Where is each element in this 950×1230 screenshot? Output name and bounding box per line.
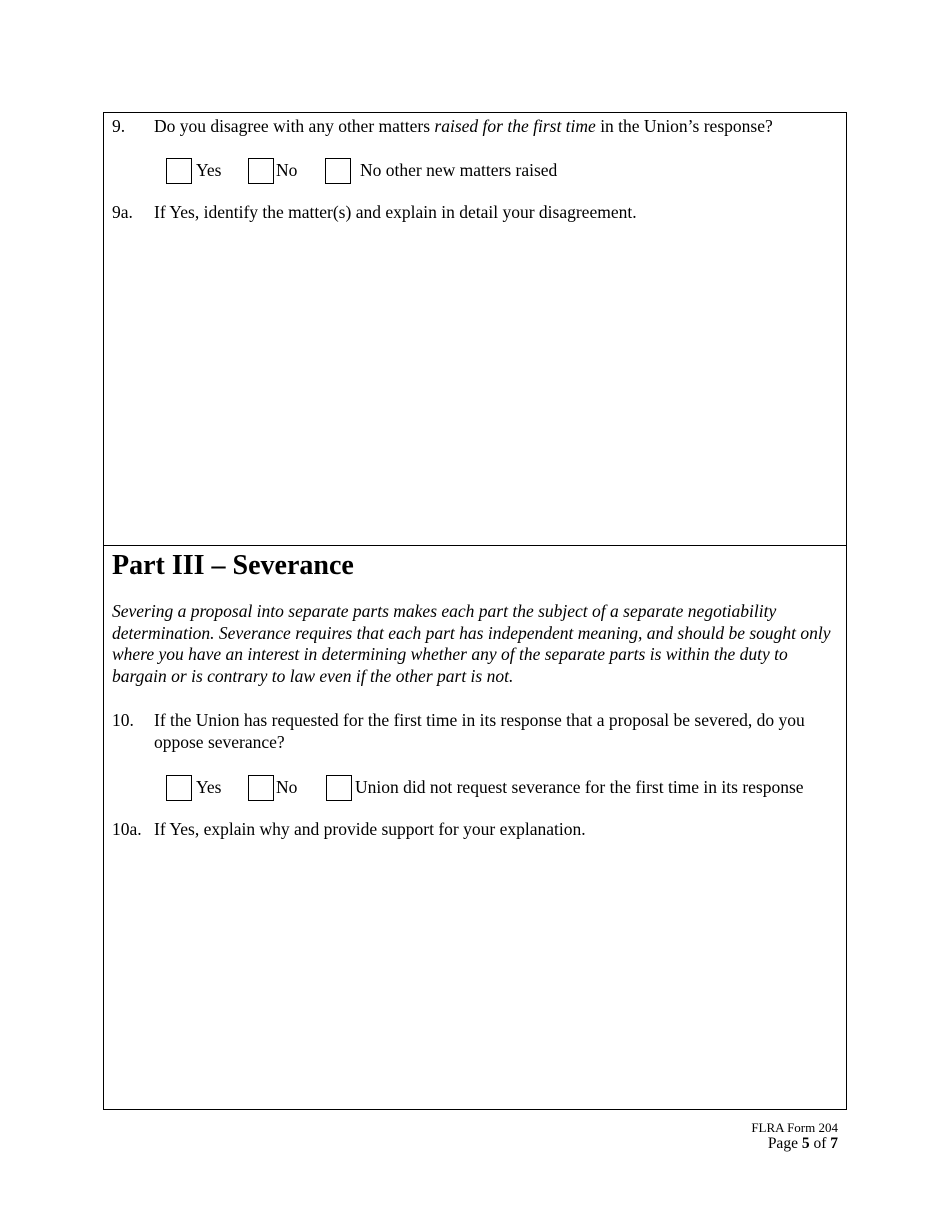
page-number xyxy=(768,1135,838,1153)
page-total: 7 xyxy=(830,1135,838,1152)
q10-no-checkbox[interactable] xyxy=(248,775,274,801)
question-9a-number: 9a. xyxy=(112,202,133,222)
q9-none-checkbox[interactable] xyxy=(325,158,351,184)
question-9a xyxy=(112,201,838,223)
q10-yes-label: Yes xyxy=(196,777,222,797)
q9-no-label: No xyxy=(276,160,298,180)
q10-none-checkbox[interactable] xyxy=(326,775,352,801)
q9-none-label: No other new matters raised xyxy=(360,160,558,180)
question-9 xyxy=(112,115,838,137)
part-3-title: Part III – Severance xyxy=(112,550,354,581)
question-10-text: If the Union has requested for the first time in its response that a proposal be severed, do you oppose severance? xyxy=(154,710,805,752)
question-10a-text: If Yes, explain why and provide support for your explanation. xyxy=(154,819,586,839)
question-9-section xyxy=(103,112,847,546)
page-of: of xyxy=(809,1135,831,1152)
question-9-text xyxy=(112,115,838,137)
question-9-text-a: Do you disagree with any other matters xyxy=(154,116,435,136)
part-3-section xyxy=(103,545,847,1110)
form-name: FLRA Form 204 xyxy=(751,1120,838,1135)
question-9-text-italic: raised for the first time xyxy=(434,116,596,136)
q9-yes-label: Yes xyxy=(196,160,222,180)
question-10-number: 10. xyxy=(112,710,134,730)
q9-no-checkbox[interactable] xyxy=(248,158,274,184)
q10-none-label: Union did not request severance for the first time in its response xyxy=(355,777,804,797)
question-9a-text: If Yes, identify the matter(s) and explain in detail your disagreement. xyxy=(154,202,637,222)
page-prefix: Page xyxy=(767,1135,802,1152)
part-3-intro: Severing a proposal into separate parts makes each part the subject of a separate negotiability determination. Severance requires that each part has independent meaning, and should be sought only where you have an interest in determining whether any of the separate parts is within the duty to bargain or is contrary to law even if the other part is not. xyxy=(112,601,831,686)
page-current: 5 xyxy=(801,1135,810,1152)
question-10a xyxy=(112,818,838,840)
question-9-number: 9. xyxy=(112,116,126,136)
question-10a-number: 10a. xyxy=(112,819,142,839)
q10-yes-checkbox[interactable] xyxy=(166,775,192,801)
question-10 xyxy=(112,709,838,753)
question-9-text-b: in the Union’s response? xyxy=(595,116,773,136)
q10-no-label: No xyxy=(276,777,298,797)
q9-yes-checkbox[interactable] xyxy=(166,158,192,184)
